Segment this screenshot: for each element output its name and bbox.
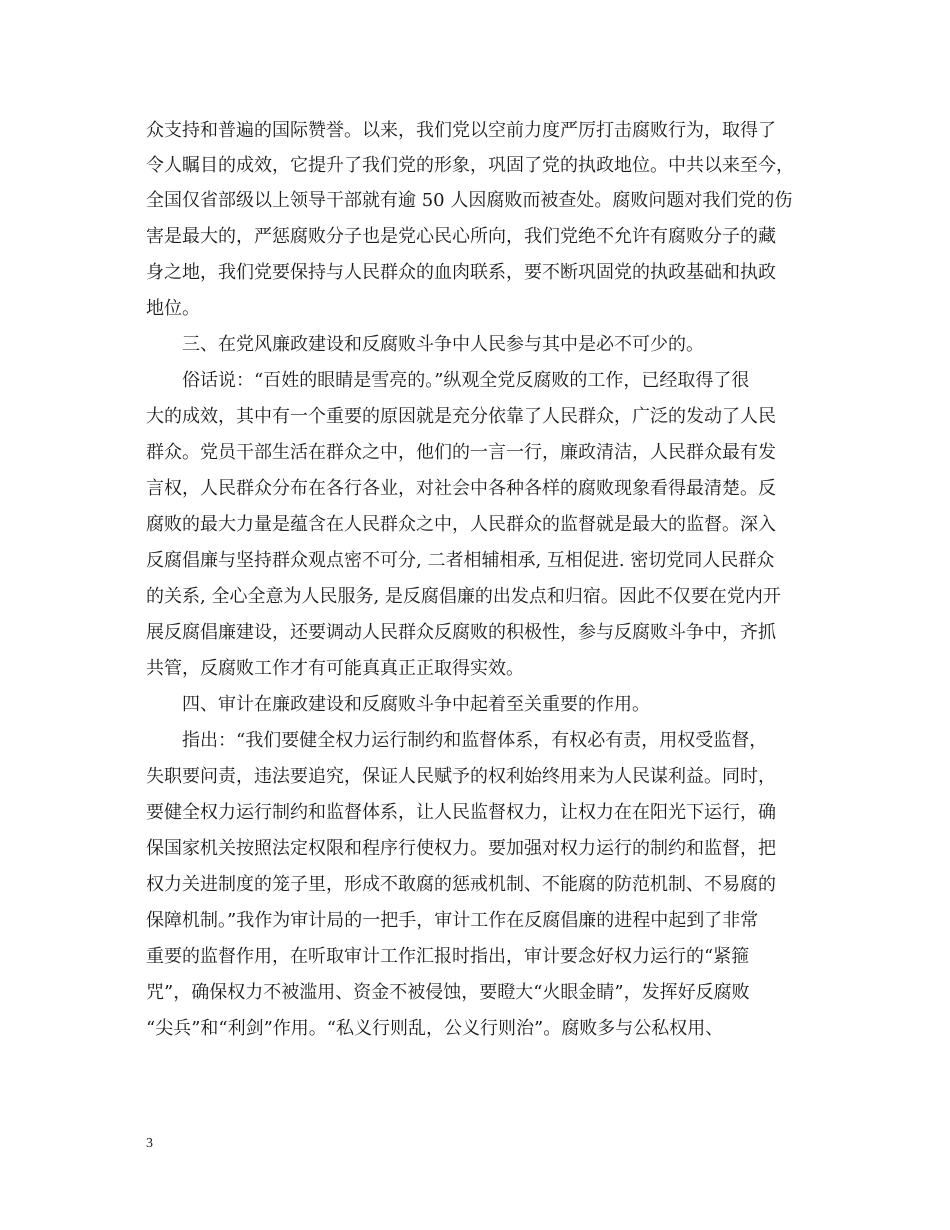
text-line: 展反腐倡廉建设，还要调动人民群众反腐败的积极性，参与反腐败斗争中，齐抓 (146, 622, 776, 643)
text-line: 地位。 (146, 298, 200, 319)
text-line: 失职要问责，违法要追究，保证人民赋予的权利始终用来为人民谋利益。同时， (146, 766, 776, 787)
text-line: 指出：“我们要健全权力运行制约和监督体系，有权必有责，用权受监督， (182, 730, 768, 751)
text-line: 腐败的最大力量是蕴含在人民群众之中，人民群众的监督就是最大的监督。深入 (146, 514, 776, 535)
text-line: 保国家机关按照法定权限和程序行使权力。要加强对权力运行的制约和监督，把 (146, 838, 776, 859)
text-line: 大的成效，其中有一个重要的原因就是充分依靠了人民群众，广泛的发动了人民 (146, 406, 776, 427)
text-line: 共管，反腐败工作才有可能真真正正取得实效。 (146, 658, 524, 679)
text-line: 令人瞩目的成效，它提升了我们党的形象，巩固了党的执政地位。中共以来至今， (146, 155, 794, 176)
text-line: 俗话说：“百姓的眼睛是雪亮的。”纵观全党反腐败的工作，已经取得了很 (182, 370, 750, 391)
text-line: 反腐倡廉与坚持群众观点密不可分, 二者相辅相承, 互相促进. 密切党同人民群众 (146, 550, 775, 571)
text-line: 重要的监督作用，在听取审计工作汇报时指出，审计要念好权力运行的“紧箍 (146, 946, 750, 967)
text-line: 众支持和普遍的国际赞誉。以来，我们党以空前力度严厉打击腐败行为，取得了 (146, 120, 776, 141)
page-number: 3 (146, 1136, 153, 1151)
section-heading: 四、审计在廉政建设和反腐败斗争中起着至关重要的作用。 (182, 694, 650, 715)
text-line: “尖兵”和“利剑”作用。“私义行则乱，公义行则治”。腐败多与公私权用、 (146, 1018, 724, 1039)
text-line: 权力关进制度的笼子里，形成不敢腐的惩戒机制、不能腐的防范机制、不易腐的 (146, 874, 776, 895)
text-line: 要健全权力运行制约和监督体系，让人民监督权力，让权力在在阳光下运行，确 (146, 802, 776, 823)
text-line: 的关系, 全心全意为人民服务, 是反腐倡廉的出发点和归宿。因此不仅要在党内开 (146, 586, 781, 607)
text-line: 全国仅省部级以上领导干部就有逾 50 人因腐败而被查处。腐败问题对我们党的伤 (146, 190, 793, 211)
text-line: 咒”，确保权力不被滥用、资金不被侵蚀，要瞪大“火眼金睛”，发挥好反腐败 (146, 982, 750, 1003)
text-line: 保障机制。”我作为审计局的一把手，审计工作在反腐倡廉的进程中起到了非常 (146, 910, 759, 931)
text-line: 群众。党员干部生活在群众之中，他们的一言一行，廉政清洁，人民群众最有发 (146, 442, 776, 463)
text-line: 身之地，我们党要保持与人民群众的血肉联系，要不断巩固党的执政基础和执政 (146, 262, 776, 283)
text-line: 言权，人民群众分布在各行各业，对社会中各种各样的腐败现象看得最清楚。反 (146, 478, 776, 499)
text-line: 害是最大的，严惩腐败分子也是党心民心所向，我们党绝不允许有腐败分子的藏 (146, 226, 776, 247)
section-heading: 三、在党风廉政建设和反腐败斗争中人民参与其中是必不可少的。 (182, 334, 704, 355)
